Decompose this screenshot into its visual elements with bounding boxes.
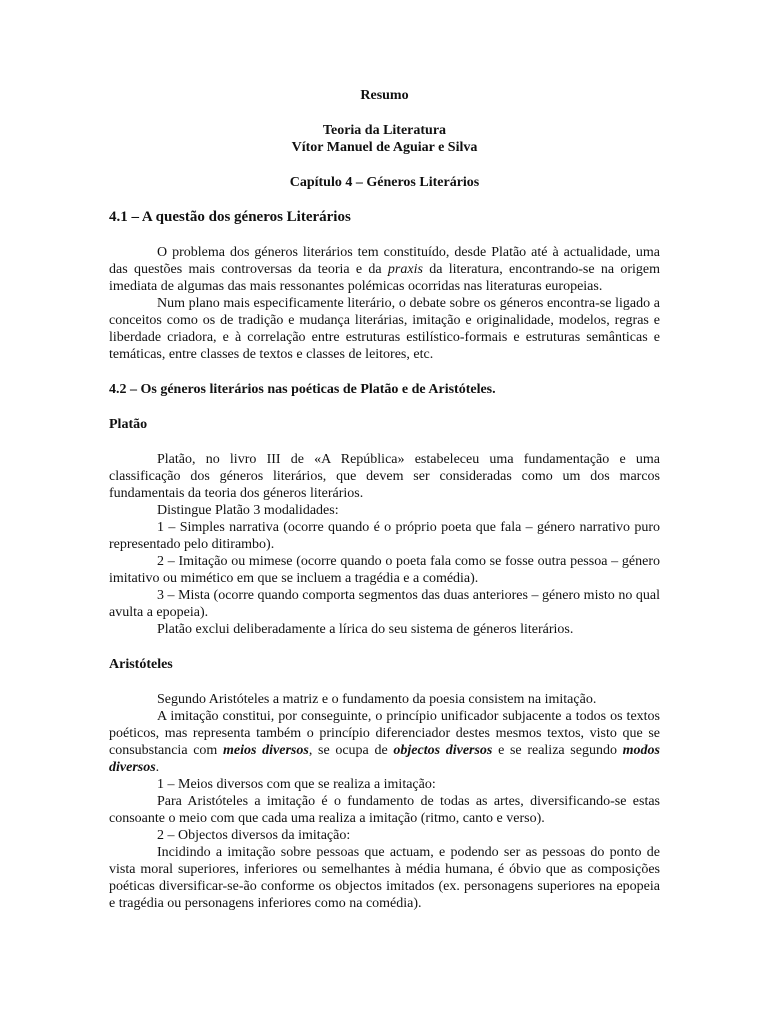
platao-paragraph-5: 3 – Mista (ocorre quando comporta segmentos das duas anteriores – género misto no qual avulta a epopeia).: [109, 588, 660, 620]
chapter-title: Capítulo 4 – Géneros Literários: [289, 175, 480, 190]
section-4-1-heading: 4.1 – A questão dos géneros Literários: [109, 209, 351, 225]
section-4-1-paragraph-2: Num plano mais especificamente literário, o debate sobre os géneros encontra-se ligado a conceitos como os de tradição e mudança literárias, imitação e originalidade, modelos, regras e liberdade criadora, e à correlação entre estruturas estilístico-formais e estruturas semânticas e temáticas, entre classes de textos e classes de leitores, etc.: [109, 296, 660, 362]
aristoteles-paragraph-6: Incidindo a imitação sobre pessoas que actuam, e podendo ser as pessoas do ponto de vista moral superiores, inferiores ou semelhantes à média humana, é óbvio que as composições poéticas diversificar-se-ão conforme os objectos imitados (ex. personagens superiores na epopeia e tragédia ou personagens inferiores como na comédia).: [109, 845, 660, 911]
platao-paragraph-2: Distingue Platão 3 modalidades:: [157, 503, 339, 518]
paragraph-text: da literatura, encontrando-se na origem imediata de algumas das mais ressonantes polémicas ocorridas nas literaturas europeias.: [109, 262, 661, 294]
aristoteles-heading: Aristóteles: [109, 657, 173, 672]
document-body: [109, 87, 660, 912]
platao-paragraph-6: Platão exclui deliberadamente a lírica do seu sistema de géneros literários.: [157, 622, 574, 637]
objectos-diversos-term: objectos diversos: [393, 743, 493, 758]
aristoteles-paragraph-5: 2 – Objectos diversos da imitação:: [157, 828, 351, 843]
paragraph-text: A imitação constitui, por conseguinte, o princípio unificador subjacente a todos os textos poéticos, mas representa também o princípio diferenciador destes mesmos textos, visto que se consubstancia com: [109, 709, 660, 758]
praxis-term: praxis: [387, 262, 423, 277]
platao-paragraph-1: Platão, no livro III de «A República» estabeleceu uma fundamentação e uma classificação dos géneros literários, que devem ser consideradas como um dos marcos fundamentais da teoria dos géneros literários.: [109, 452, 660, 501]
aristoteles-paragraph-1: Segundo Aristóteles a matriz e o fundamento da poesia consistem na imitação.: [157, 692, 597, 707]
paragraph-text: .: [155, 760, 160, 775]
aristoteles-paragraph-4: Para Aristóteles a imitação é o fundamento de todas as artes, diversificando-se estas consoante o meio com que cada uma realiza a imitação (ritmo, canto e verso).: [109, 794, 660, 826]
section-4-2-heading: 4.2 – Os géneros literários nas poéticas de Platão e de Aristóteles.: [109, 382, 496, 397]
summary-label: Resumo: [360, 88, 409, 103]
book-title: Teoria da Literatura: [322, 123, 447, 138]
paragraph-text: , se ocupa de: [308, 743, 394, 758]
aristoteles-paragraph-2: [109, 708, 660, 776]
paragraph-text: e se realiza segundo: [492, 743, 623, 758]
paragraph-text: O problema dos géneros literários tem constituído, desde Platão até à actualidade, uma das questões mais controversas da teoria e da: [109, 245, 660, 277]
book-author: Vítor Manuel de Aguiar e Silva: [291, 140, 478, 155]
platao-heading: Platão: [109, 417, 148, 432]
modos-diversos-term: modos diversos: [109, 743, 661, 775]
section-4-1-paragraph-1: [109, 244, 660, 295]
platao-paragraph-4: 2 – Imitação ou mimese (ocorre quando o poeta fala como se fosse outra pessoa – género imitativo ou mimético em que se incluem a tragédia e a comédia).: [109, 554, 660, 586]
platao-paragraph-3: 1 – Simples narrativa (ocorre quando é o próprio poeta que fala – género narrativo puro representado pelo ditirambo).: [109, 520, 660, 552]
aristoteles-paragraph-3: 1 – Meios diversos com que se realiza a imitação:: [157, 777, 436, 792]
meios-diversos-term: meios diversos: [223, 743, 309, 758]
